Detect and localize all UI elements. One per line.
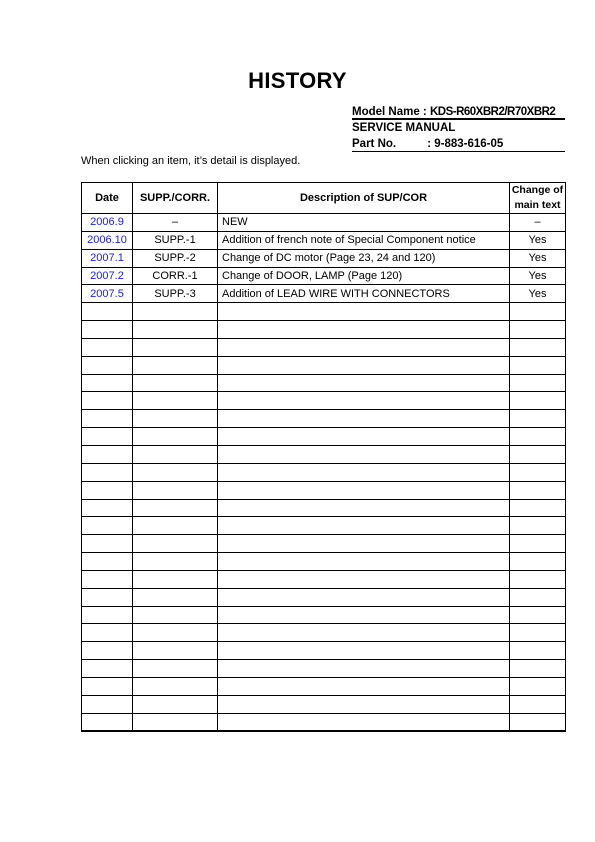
supp-corr-cell bbox=[133, 392, 218, 410]
supp-corr-cell bbox=[133, 642, 218, 660]
date-cell bbox=[82, 535, 133, 553]
supp-corr-cell bbox=[133, 338, 218, 356]
supp-corr-cell: SUPP.-1 bbox=[133, 231, 218, 249]
table-row bbox=[82, 374, 566, 392]
supp-corr-cell bbox=[133, 660, 218, 678]
table-row bbox=[82, 695, 566, 713]
supp-corr-cell bbox=[133, 428, 218, 446]
history-table bbox=[81, 182, 566, 732]
date-cell bbox=[82, 374, 133, 392]
date-cell bbox=[82, 624, 133, 642]
table-row bbox=[82, 303, 566, 321]
change-cell bbox=[510, 303, 566, 321]
table-row bbox=[82, 463, 566, 481]
change-cell bbox=[510, 517, 566, 535]
supp-corr-cell bbox=[133, 499, 218, 517]
change-cell bbox=[510, 713, 566, 731]
description-cell bbox=[218, 499, 510, 517]
change-cell bbox=[510, 428, 566, 446]
description-cell bbox=[218, 588, 510, 606]
table-row bbox=[82, 392, 566, 410]
change-cell bbox=[510, 660, 566, 678]
header-change-line1: Change of bbox=[511, 184, 564, 196]
supp-corr-cell bbox=[133, 374, 218, 392]
description-cell bbox=[218, 535, 510, 553]
header-change-line2: main text bbox=[514, 199, 561, 211]
supp-corr-cell bbox=[133, 445, 218, 463]
table-row bbox=[82, 445, 566, 463]
change-cell bbox=[510, 588, 566, 606]
date-cell bbox=[82, 677, 133, 695]
supp-corr-cell bbox=[133, 535, 218, 553]
description-cell bbox=[218, 713, 510, 731]
supp-corr-cell bbox=[133, 713, 218, 731]
change-cell bbox=[510, 677, 566, 695]
date-cell bbox=[82, 642, 133, 660]
part-number-value: : 9-883-616-05 bbox=[427, 138, 504, 150]
change-cell: Yes bbox=[510, 267, 566, 285]
header-change-of-main-text bbox=[510, 183, 566, 214]
table-row bbox=[82, 481, 566, 499]
change-cell bbox=[510, 410, 566, 428]
header-supp-corr: SUPP./CORR. bbox=[133, 183, 218, 214]
table-header-row bbox=[82, 183, 566, 214]
change-cell bbox=[510, 481, 566, 499]
date-cell bbox=[82, 660, 133, 678]
model-name-label: Model Name : bbox=[352, 106, 427, 118]
table-row bbox=[82, 338, 566, 356]
date-cell bbox=[82, 517, 133, 535]
change-cell bbox=[510, 338, 566, 356]
part-number-row bbox=[352, 136, 565, 152]
description-cell bbox=[218, 660, 510, 678]
table-row bbox=[82, 713, 566, 731]
change-cell bbox=[510, 624, 566, 642]
date-cell bbox=[82, 356, 133, 374]
supp-corr-cell bbox=[133, 570, 218, 588]
date-cell bbox=[82, 553, 133, 571]
date-cell bbox=[82, 428, 133, 446]
table-row bbox=[82, 624, 566, 642]
date-cell bbox=[82, 481, 133, 499]
change-cell bbox=[510, 642, 566, 660]
table-row bbox=[82, 499, 566, 517]
part-number-label: Part No. bbox=[352, 138, 397, 150]
description-cell bbox=[218, 695, 510, 713]
change-cell bbox=[510, 535, 566, 553]
date-cell bbox=[82, 463, 133, 481]
description-cell bbox=[218, 624, 510, 642]
description-cell: Addition of LEAD WIRE WITH CONNECTORS bbox=[218, 285, 510, 303]
change-cell: Yes bbox=[510, 249, 566, 267]
description-cell bbox=[218, 374, 510, 392]
change-cell bbox=[510, 695, 566, 713]
description-cell bbox=[218, 303, 510, 321]
description-cell bbox=[218, 677, 510, 695]
date-cell bbox=[82, 713, 133, 731]
table-row bbox=[82, 606, 566, 624]
table-row bbox=[82, 660, 566, 678]
header-date: Date bbox=[82, 183, 133, 214]
table-row bbox=[82, 356, 566, 374]
description-cell bbox=[218, 338, 510, 356]
change-cell bbox=[510, 606, 566, 624]
table-row[interactable] bbox=[82, 249, 566, 267]
description-cell bbox=[218, 428, 510, 446]
date-cell[interactable]: 2007.1 bbox=[82, 249, 133, 267]
table-row bbox=[82, 677, 566, 695]
supp-corr-cell bbox=[133, 463, 218, 481]
change-cell bbox=[510, 445, 566, 463]
supp-corr-cell bbox=[133, 695, 218, 713]
service-manual-label: SERVICE MANUAL bbox=[352, 122, 456, 134]
header-description: Description of SUP/COR bbox=[218, 183, 510, 214]
supp-corr-cell: – bbox=[133, 214, 218, 232]
date-cell[interactable]: 2007.5 bbox=[82, 285, 133, 303]
description-cell bbox=[218, 410, 510, 428]
date-cell bbox=[82, 445, 133, 463]
description-cell: Change of DOOR, LAMP (Page 120) bbox=[218, 267, 510, 285]
table-row[interactable] bbox=[82, 231, 566, 249]
table-row[interactable] bbox=[82, 285, 566, 303]
change-cell bbox=[510, 374, 566, 392]
change-cell bbox=[510, 570, 566, 588]
description-cell bbox=[218, 517, 510, 535]
supp-corr-cell: SUPP.-2 bbox=[133, 249, 218, 267]
supp-corr-cell: CORR.-1 bbox=[133, 267, 218, 285]
table-row bbox=[82, 570, 566, 588]
date-cell bbox=[82, 606, 133, 624]
description-cell bbox=[218, 570, 510, 588]
table-row bbox=[82, 428, 566, 446]
date-cell bbox=[82, 410, 133, 428]
table-row[interactable] bbox=[82, 214, 566, 232]
table-row bbox=[82, 553, 566, 571]
change-cell: – bbox=[510, 214, 566, 232]
description-cell: NEW bbox=[218, 214, 510, 232]
table-row bbox=[82, 517, 566, 535]
date-cell[interactable]: 2007.2 bbox=[82, 267, 133, 285]
page-title: HISTORY bbox=[248, 68, 347, 93]
description-cell bbox=[218, 356, 510, 374]
date-cell bbox=[82, 588, 133, 606]
description-cell: Change of DC motor (Page 23, 24 and 120) bbox=[218, 249, 510, 267]
change-cell bbox=[510, 392, 566, 410]
date-cell[interactable]: 2006.10 bbox=[82, 231, 133, 249]
description-cell bbox=[218, 553, 510, 571]
model-name-row bbox=[352, 104, 565, 120]
description-cell: Addition of french note of Special Component notice bbox=[218, 231, 510, 249]
supp-corr-cell bbox=[133, 553, 218, 571]
date-cell bbox=[82, 392, 133, 410]
description-cell bbox=[218, 463, 510, 481]
change-cell bbox=[510, 499, 566, 517]
description-cell bbox=[218, 606, 510, 624]
change-cell: Yes bbox=[510, 231, 566, 249]
date-cell bbox=[82, 303, 133, 321]
supp-corr-cell bbox=[133, 624, 218, 642]
change-cell bbox=[510, 553, 566, 571]
date-cell bbox=[82, 695, 133, 713]
table-row bbox=[82, 535, 566, 553]
table-body bbox=[82, 214, 566, 731]
supp-corr-cell bbox=[133, 481, 218, 499]
supp-corr-cell bbox=[133, 517, 218, 535]
instruction-note: When clicking an item, it’s detail is displayed. bbox=[81, 155, 301, 167]
table-row bbox=[82, 642, 566, 660]
date-cell[interactable]: 2006.9 bbox=[82, 214, 133, 232]
supp-corr-cell bbox=[133, 606, 218, 624]
table-row bbox=[82, 321, 566, 339]
supp-corr-cell bbox=[133, 588, 218, 606]
table-row bbox=[82, 588, 566, 606]
table-row bbox=[82, 410, 566, 428]
supp-corr-cell bbox=[133, 410, 218, 428]
description-cell bbox=[218, 642, 510, 660]
model-name-value: KDS-R60XBR2/R70XBR2 bbox=[429, 106, 556, 118]
supp-corr-cell: SUPP.-3 bbox=[133, 285, 218, 303]
description-cell bbox=[218, 321, 510, 339]
supp-corr-cell bbox=[133, 321, 218, 339]
date-cell bbox=[82, 321, 133, 339]
change-cell bbox=[510, 321, 566, 339]
supp-corr-cell bbox=[133, 677, 218, 695]
change-cell bbox=[510, 463, 566, 481]
date-cell bbox=[82, 570, 133, 588]
table-row[interactable] bbox=[82, 267, 566, 285]
manual-info-block bbox=[352, 104, 565, 152]
supp-corr-cell bbox=[133, 303, 218, 321]
supp-corr-cell bbox=[133, 356, 218, 374]
date-cell bbox=[82, 499, 133, 517]
change-cell: Yes bbox=[510, 285, 566, 303]
change-cell bbox=[510, 356, 566, 374]
date-cell bbox=[82, 338, 133, 356]
description-cell bbox=[218, 392, 510, 410]
description-cell bbox=[218, 445, 510, 463]
description-cell bbox=[218, 481, 510, 499]
